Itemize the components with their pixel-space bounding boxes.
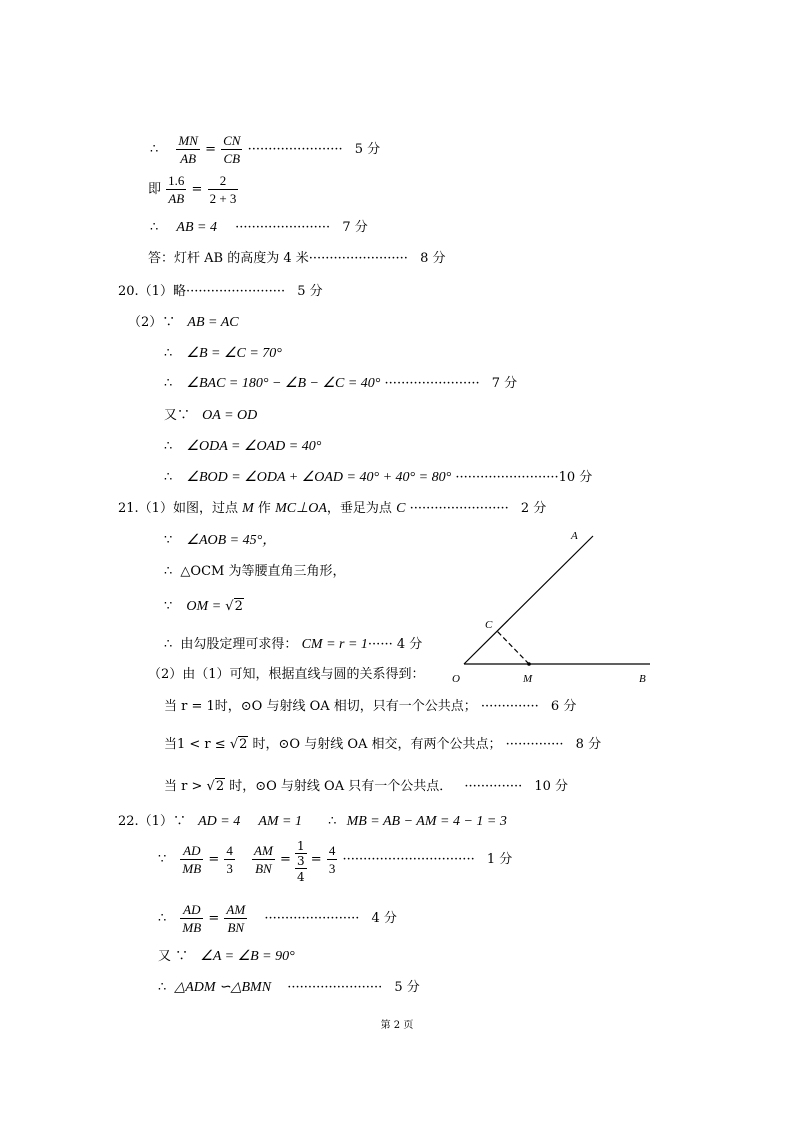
- equation: MB = AB − AM = 4 − 1 = 3: [346, 814, 507, 829]
- leader-dots: ·······················: [247, 142, 343, 157]
- leader-dots: ······: [367, 637, 393, 652]
- case-statement: 当 r >: [164, 779, 203, 794]
- ray-oa: [464, 536, 593, 664]
- q20-step-c: [164, 409, 257, 423]
- equation: MC⊥OA: [275, 501, 327, 516]
- leader-dots: ··············: [505, 737, 564, 752]
- fraction-numerator: AM: [254, 843, 273, 858]
- equation: ∠BAC = 180° − ∠B − ∠C = 40°: [186, 376, 381, 391]
- equation: ∠B = ∠C = 70°: [186, 346, 282, 361]
- q20-step-e: [164, 471, 592, 485]
- fraction-denominator: BN: [252, 859, 275, 875]
- q22-step-b: [158, 903, 397, 934]
- q20-step-d: [164, 440, 321, 454]
- therefore-symbol: ∴: [164, 346, 173, 361]
- equals-sign: =: [191, 182, 203, 197]
- score-label: 5 分: [394, 980, 420, 995]
- therefore-symbol: ∴: [164, 564, 173, 579]
- answer-text: 答：灯杆 AB 的高度为 4 米: [148, 251, 309, 266]
- fraction-numerator: 4: [328, 843, 336, 858]
- because-symbol: 又∵: [164, 408, 191, 423]
- q22-step-a: [158, 840, 512, 883]
- equation: ∠ODA = ∠OAD = 40°: [186, 439, 322, 454]
- q20-part2: [128, 316, 239, 330]
- line-mn-ab-ratio: [150, 134, 380, 165]
- radicand: 2: [239, 737, 248, 752]
- leader-dots: ································: [342, 852, 475, 867]
- score-label: 1 分: [486, 852, 513, 867]
- inner-denominator: 4: [297, 870, 305, 884]
- fraction-denominator: BN: [224, 918, 247, 934]
- q20-step-b: [164, 377, 517, 391]
- label-a: A: [571, 530, 578, 542]
- score-label: 5 分: [354, 142, 381, 157]
- score-label: 10 分: [534, 779, 569, 794]
- therefore-symbol: ∴: [150, 142, 159, 157]
- question-text: 作: [257, 501, 271, 516]
- equals-sign: =: [208, 852, 220, 867]
- leader-dots: ··············: [480, 699, 539, 714]
- equation: ∠AOB = 45°，: [186, 533, 277, 548]
- fraction-numerator: AD: [183, 902, 201, 917]
- line-answer: [148, 252, 445, 265]
- fraction-mn-ab: [176, 134, 200, 165]
- q21-case-2: [164, 738, 601, 751]
- equals-sign: =: [208, 911, 220, 926]
- fraction-numerator: 1.6: [168, 173, 185, 188]
- point-m: [527, 662, 531, 666]
- fraction-denominator: MB: [182, 920, 202, 935]
- therefore-symbol: ∴: [164, 470, 173, 485]
- fraction-denominator: MB: [182, 861, 202, 876]
- q21-step-c: [164, 600, 244, 614]
- equation: ∠BOD = ∠ODA + ∠OAD = 40° + 40° = 80°: [186, 470, 452, 485]
- score-label: 7 分: [491, 376, 518, 391]
- line-substitution: [148, 174, 239, 205]
- q22-step-d: [158, 981, 420, 995]
- fraction-denominator: CB: [221, 149, 242, 165]
- equation: CM = r = 1: [301, 637, 368, 652]
- perpendicular-mc: [497, 631, 529, 664]
- equation: △ADM ∽△BMN: [174, 980, 272, 995]
- label-o: O: [452, 673, 460, 685]
- leader-dots: ··············: [464, 779, 523, 794]
- nested-numerator: 1: [297, 839, 305, 853]
- equation: AD = 4: [198, 814, 241, 829]
- because-symbol: ∵: [164, 533, 173, 548]
- leader-dots: ························: [409, 501, 509, 516]
- q22-step-c: [158, 950, 295, 964]
- because-symbol: ∵: [158, 852, 167, 867]
- leader-dots: ·······················: [264, 911, 360, 926]
- radicand: 2: [234, 599, 243, 614]
- nested-denominator: [295, 854, 307, 883]
- fraction-denominator: 3: [328, 861, 336, 876]
- leader-dots: ························: [308, 251, 408, 266]
- sqrt-symbol: √2: [225, 599, 243, 614]
- therefore-symbol: ∴: [150, 220, 159, 235]
- q21-case-3: [164, 780, 568, 793]
- therefore-symbol: ∴: [164, 637, 173, 652]
- fraction-denominator: 2 + 3: [209, 191, 237, 206]
- q20-step-a: [164, 347, 282, 361]
- fraction-denominator: AB: [176, 149, 200, 165]
- fraction-ad-mb: [180, 903, 203, 934]
- leader-dots: ·························: [455, 470, 559, 485]
- case-statement: 当 r = 1时，⊙O 与射线 OA 相切，只有一个公共点；: [164, 699, 477, 714]
- q21-step-a: [164, 534, 276, 548]
- equation: ∠A = ∠B = 90°: [200, 949, 295, 964]
- point-label: M: [242, 501, 254, 516]
- fraction-numerator: 2: [219, 173, 227, 188]
- q21-part2: [148, 668, 425, 681]
- therefore-symbol: ∴: [158, 980, 167, 995]
- score-label: 5 分: [297, 284, 323, 299]
- fraction-am-bn: [252, 844, 275, 875]
- label-c: C: [485, 619, 493, 631]
- sqrt-symbol: √2: [206, 779, 225, 794]
- statement: △OCM 为等腰直角三角形，: [180, 564, 346, 579]
- fraction-denominator: 3: [226, 861, 233, 876]
- equation: OM =: [186, 599, 222, 614]
- q21-step-d: [164, 638, 422, 652]
- question-text: 21.（1）如图，过点: [118, 501, 238, 516]
- fraction-2-over-5: [208, 174, 239, 205]
- case-statement: 时，⊙O 与射线 OA 只有一个公共点．: [229, 779, 453, 794]
- score-label: 8 分: [420, 251, 446, 266]
- q21-step-b: [164, 565, 345, 578]
- fraction-denominator: AB: [166, 189, 186, 205]
- nested-fraction: [295, 840, 307, 883]
- sqrt-symbol: √2: [229, 737, 248, 752]
- because-symbol: ∵: [164, 599, 173, 614]
- score-label: 2 分: [520, 501, 547, 516]
- case-statement: 当1 < r ≤: [164, 737, 226, 752]
- fraction-numerator: AM: [226, 902, 246, 917]
- statement: 由勾股定理可求得：: [180, 637, 298, 652]
- equals-sign: =: [310, 852, 322, 867]
- line-ab-equals-4: [150, 221, 368, 235]
- point-label: C: [396, 501, 406, 516]
- therefore-symbol: ∴: [164, 376, 173, 391]
- leader-dots: ·······················: [384, 376, 480, 391]
- radicand: 2: [215, 779, 225, 794]
- geometry-figure: [440, 520, 660, 690]
- inner-numerator: 3: [297, 854, 305, 868]
- fraction-numerator: MN: [178, 133, 198, 148]
- equation: AB = AC: [187, 315, 239, 330]
- equation: AB = 4: [176, 220, 217, 235]
- prefix-ji: 即: [148, 182, 162, 197]
- score-label: 6 分: [550, 699, 577, 714]
- question-text: 22.（1）∵: [118, 814, 186, 829]
- question-prefix: （2）∵: [128, 315, 176, 330]
- question-text: 20.（1）略: [118, 284, 186, 299]
- equation: AM = 1: [258, 814, 303, 829]
- equals-sign: =: [205, 142, 216, 157]
- fraction-am-bn: [224, 903, 247, 934]
- leader-dots: ························: [185, 284, 286, 299]
- q21-case-1: [164, 700, 576, 713]
- fraction-numerator: 4: [226, 843, 233, 858]
- q22-part1: [118, 815, 507, 829]
- leader-dots: ·······················: [235, 220, 331, 235]
- fraction-4-3: [327, 844, 338, 875]
- fraction-numerator: AD: [183, 843, 201, 858]
- case-statement: 时，⊙O 与射线 OA 相交，有两个公共点；: [252, 737, 502, 752]
- fraction-ad-mb: [180, 844, 203, 875]
- because-symbol: 又 ∵: [158, 949, 189, 964]
- label-m: M: [523, 673, 533, 685]
- label-b: B: [639, 673, 646, 685]
- therefore-symbol: ∴: [158, 911, 167, 926]
- score-label: 10 分: [558, 470, 593, 485]
- therefore-symbol: ∴: [328, 814, 337, 829]
- equals-sign: =: [279, 852, 291, 867]
- q20-part1: [118, 285, 323, 298]
- question-text: （2）由（1）可知，根据直线与圆的关系得到：: [148, 667, 425, 682]
- score-label: 4 分: [371, 911, 397, 926]
- fraction-1.6-ab: [166, 174, 186, 205]
- score-label: 8 分: [575, 737, 602, 752]
- page-number: 第 2 页: [380, 1020, 414, 1031]
- fraction-4-3: [224, 844, 235, 875]
- fraction-cn-cb: [221, 134, 242, 165]
- question-text: ，垂足为点: [326, 501, 392, 516]
- leader-dots: ·······················: [287, 980, 383, 995]
- fraction-numerator: CN: [223, 133, 241, 148]
- score-label: 4 分: [396, 637, 423, 652]
- q21-part1: [118, 502, 546, 516]
- equation: OA = OD: [202, 408, 258, 423]
- score-label: 7 分: [342, 220, 368, 235]
- therefore-symbol: ∴: [164, 439, 173, 454]
